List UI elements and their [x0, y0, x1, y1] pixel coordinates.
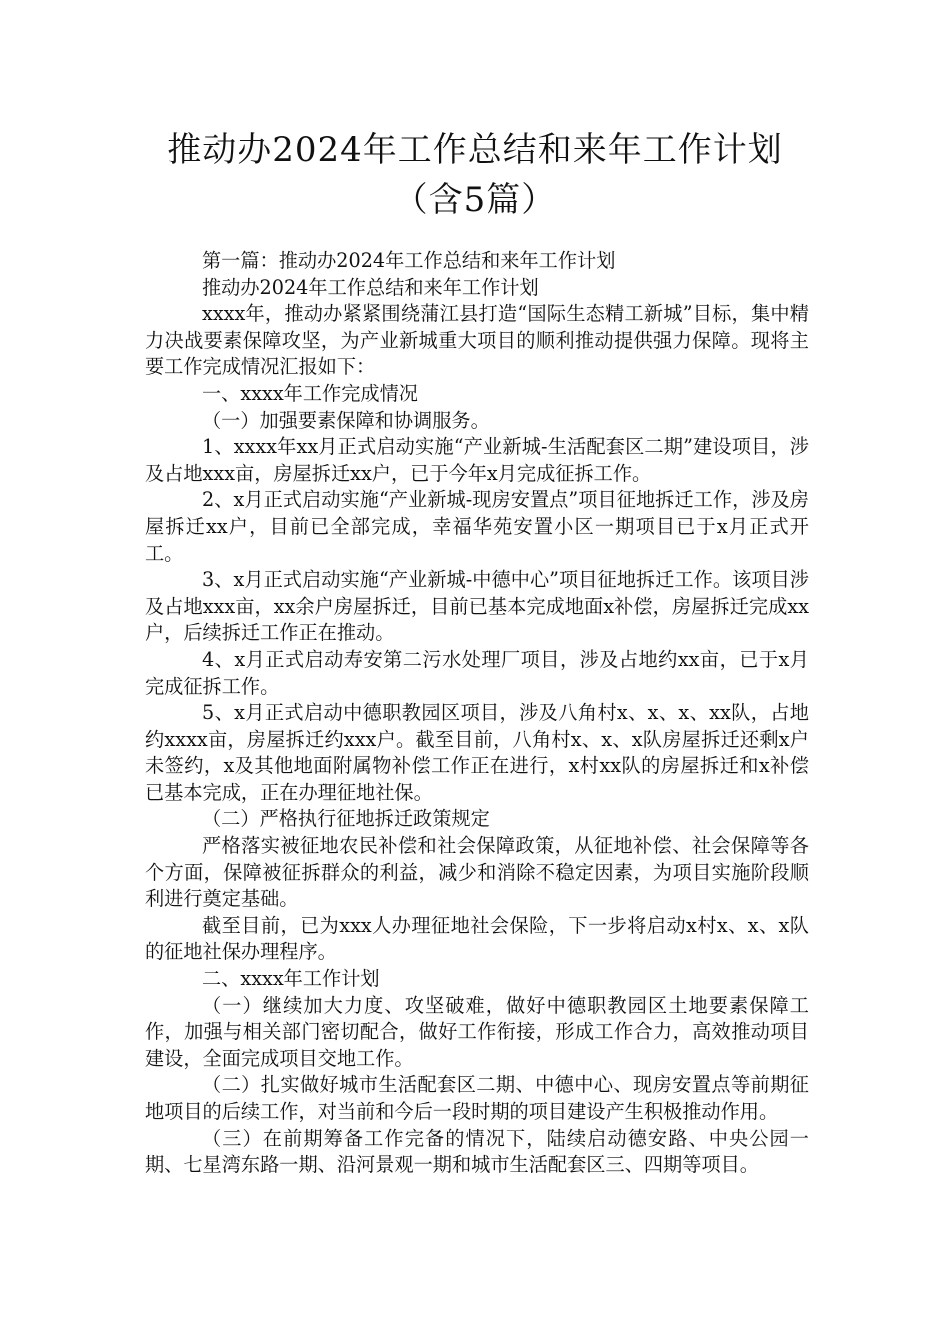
paragraph-item-2: 2、x月正式启动实施“产业新城-现房安置点”项目征地拆迁工作，涉及房屋拆迁xx户，目前已全部完成，幸福华苑安置小区一期项目已于x月正式开工。 — [145, 488, 809, 565]
paragraph-item-1: 1、xxxx年xx月正式启动实施“产业新城-生活配套区二期”建设项目，涉及占地xxx亩，房屋拆迁xx户，已于今年x月完成征拆工作。 — [145, 435, 809, 485]
section-title: 推动办2024年工作总结和来年工作计划 — [202, 275, 539, 299]
paragraph-insurance: 截至目前，已为xxx人办理征地社会保险，下一步将启动x村x、x、x队的征地社保办理程序。 — [145, 913, 809, 964]
document-subtitle: （含5篇） — [393, 180, 557, 220]
heading-part-two: 二、xxxx年工作计划 — [202, 967, 380, 991]
chapter-heading: 第一篇：推动办2024年工作总结和来年工作计划 — [202, 249, 616, 272]
document-body — [145, 248, 809, 1179]
document-title: 推动办2024年工作总结和来年工作计划 — [167, 130, 783, 170]
paragraph-policy: 严格落实被征地农民补偿和社会保障政策，从征地补偿、社会保障等各个方面，保障被征拆群众的利益，减少和消除不稳定因素，为项目实施阶段顺利进行奠定基础。 — [145, 834, 809, 911]
heading-part-one: 一、xxxx年工作完成情况 — [202, 381, 418, 405]
paragraph-item-4: 4、x月正式启动寿安第二污水处理厂项目，涉及占地约xx亩，已于x月完成征拆工作。 — [145, 647, 809, 698]
subheading-1: （一）加强要素保障和协调服务。 — [202, 408, 490, 432]
subheading-2: （二）严格执行征地拆迁政策规定 — [202, 807, 490, 831]
plan-item-2: （二）扎实做好城市生活配套区二期、中德中心、现房安置点等前期征地项目的后续工作，对当前和今后一段时期的项目建设产生积极推动作用。 — [145, 1073, 809, 1123]
paragraph-item-5: 5、x月正式启动中德职教园区项目，涉及八角村x、x、x、xx队，占地约xxxx亩，房屋拆迁约xxx户。截至目前，八角村x、x、x队房屋拆迁还剩x户未签约，x及其他地面附属物补偿工作正在进行，x村xx队的房屋拆迁和x补偿已基本完成，正在办理征地社保。 — [145, 701, 809, 804]
paragraph-intro: xxxx年，推动办紧紧围绕蒲江县打造“国际生态精工新城”目标，集中精力决战要素保障攻坚，为产业新城重大项目的顺利推动提供强力保障。现将主要工作完成情况汇报如下： — [145, 302, 809, 379]
plan-item-3: （三）在前期筹备工作完备的情况下，陆续启动德安路、中央公园一期、七星湾东路一期、沿河景观一期和城市生活配套区三、四期等项目。 — [145, 1126, 809, 1177]
plan-item-1: （一）继续加大力度、攻坚破难，做好中德职教园区土地要素保障工作，加强与相关部门密切配合，做好工作衔接，形成工作合力，高效推动项目建设，全面完成项目交地工作。 — [145, 993, 809, 1070]
paragraph-item-3: 3、x月正式启动实施“产业新城-中德中心”项目征地拆迁工作。该项目涉及占地xxx亩，xx余户房屋拆迁，目前已基本完成地面x补偿，房屋拆迁完成xx户，后续拆迁工作正在推动。 — [145, 568, 809, 645]
